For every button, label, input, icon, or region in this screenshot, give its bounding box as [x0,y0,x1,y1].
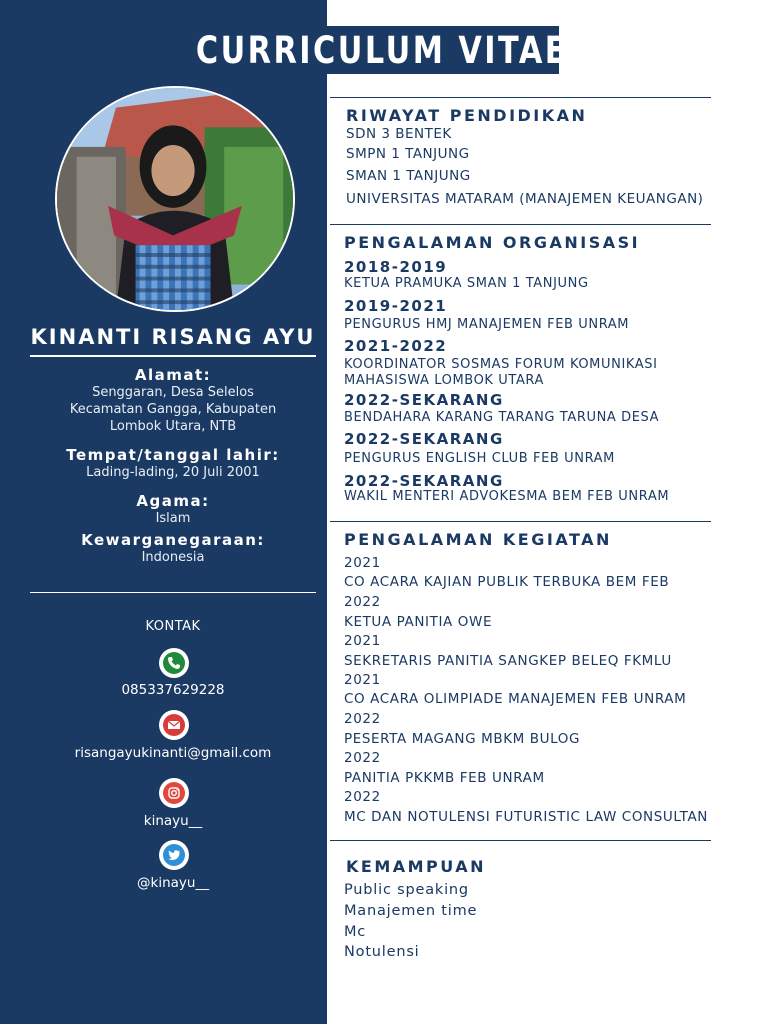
address-line: Kecamatan Gangga, Kabupaten [69,402,277,417]
activity-desc: PESERTA MAGANG MBKM BULOG [344,731,581,747]
address-line: Senggaran, Desa Selelos [92,385,254,400]
skill-item: Mc [344,924,367,940]
education-heading: RIWAYAT PENDIDIKAN [346,106,588,125]
divider [330,97,711,98]
org-role: BENDAHARA KARANG TARANG TARUNA DESA [344,410,660,425]
activity-year: 2021 [344,672,381,688]
profile-name: KINANTI RISANG AYU [30,325,316,349]
org-role: PENGURUS ENGLISH CLUB FEB UNRAM [344,451,615,466]
org-role: KOORDINATOR SOSMAS FORUM KOMUNIKASI [344,357,658,372]
birth-value: Lading-lading, 20 Juli 2001 [86,465,260,480]
divider [330,521,711,522]
citizenship-label: Kewarganegaraan: [81,531,265,549]
birth-label: Tempat/tanggal lahir: [66,446,280,464]
address-line: Lombok Utara, NTB [109,419,237,434]
activity-year: 2022 [344,750,381,766]
title-banner [195,26,568,74]
activity-desc: PANITIA PKKMB FEB UNRAM [344,770,545,786]
divider [30,592,316,593]
org-role: MAHASISWA LOMBOK UTARA [344,373,545,388]
skill-item: Manajemen time [344,903,478,919]
religion-label: Agama: [136,492,210,510]
address-label: Alamat: [134,366,212,384]
org-year: 2021-2022 [344,337,448,355]
activity-year: 2021 [344,555,381,571]
org-year: 2018-2019 [344,258,448,276]
religion-value: Islam [155,511,191,526]
contact-label: KONTAK [145,619,201,634]
activity-year: 2022 [344,711,381,727]
activity-year: 2021 [344,633,381,649]
divider [30,355,316,357]
birth-block [30,446,316,481]
religion-block [30,492,316,527]
org-year: 2022-SEKARANG [344,472,504,490]
org-year: 2019-2021 [344,297,448,315]
organization-heading: PENGALAMAN ORGANISASI [344,233,641,252]
citizenship-value: Indonesia [141,550,205,565]
address-block [30,366,316,435]
phone-icon [159,648,189,678]
org-role: WAKIL MENTERI ADVOKESMA BEM FEB UNRAM [344,489,670,504]
instagram-icon [159,778,189,808]
instagram-handle[interactable]: kinayu__ [143,813,203,829]
education-item: UNIVERSITAS MATARAM (MANAJEMEN KEUANGAN) [346,191,704,207]
email-icon [159,710,189,740]
education-item: SDN 3 BENTEK [346,126,452,142]
activity-desc: CO ACARA KAJIAN PUBLIK TERBUKA BEM FEB [344,574,670,590]
divider [330,224,711,225]
twitter-icon [159,840,189,870]
activity-desc: SEKRETARIS PANITIA SANGKEP BELEQ FKMLU [344,653,672,669]
email-address[interactable]: risangayukinanti@gmail.com [74,745,272,761]
org-year: 2022-SEKARANG [344,430,504,448]
citizenship-block [30,531,316,566]
page-title: CURRICULUM VITAE [195,28,568,72]
education-item: SMPN 1 TANJUNG [346,146,470,162]
org-role: PENGURUS HMJ MANAJEMEN FEB UNRAM [344,317,630,332]
org-role: KETUA PRAMUKA SMAN 1 TANJUNG [344,276,589,291]
activity-year: 2022 [344,789,381,805]
org-year: 2022-SEKARANG [344,391,504,409]
activities-heading: PENGALAMAN KEGIATAN [344,530,612,549]
divider [330,840,711,841]
profile-photo [55,86,295,312]
twitter-handle[interactable]: @kinayu__ [137,875,209,891]
phone-number[interactable]: 085337629228 [121,682,225,698]
activity-desc: MC DAN NOTULENSI FUTURISTIC LAW CONSULTAN [344,809,709,825]
skills-heading: KEMAMPUAN [346,857,487,876]
skill-item: Public speaking [344,882,469,898]
skill-item: Notulensi [344,944,420,960]
activity-year: 2022 [344,594,381,610]
activity-desc: CO ACARA OLIMPIADE MANAJEMEN FEB UNRAM [344,691,687,707]
education-item: SMAN 1 TANJUNG [346,168,471,184]
activity-desc: KETUA PANITIA OWE [344,614,493,630]
